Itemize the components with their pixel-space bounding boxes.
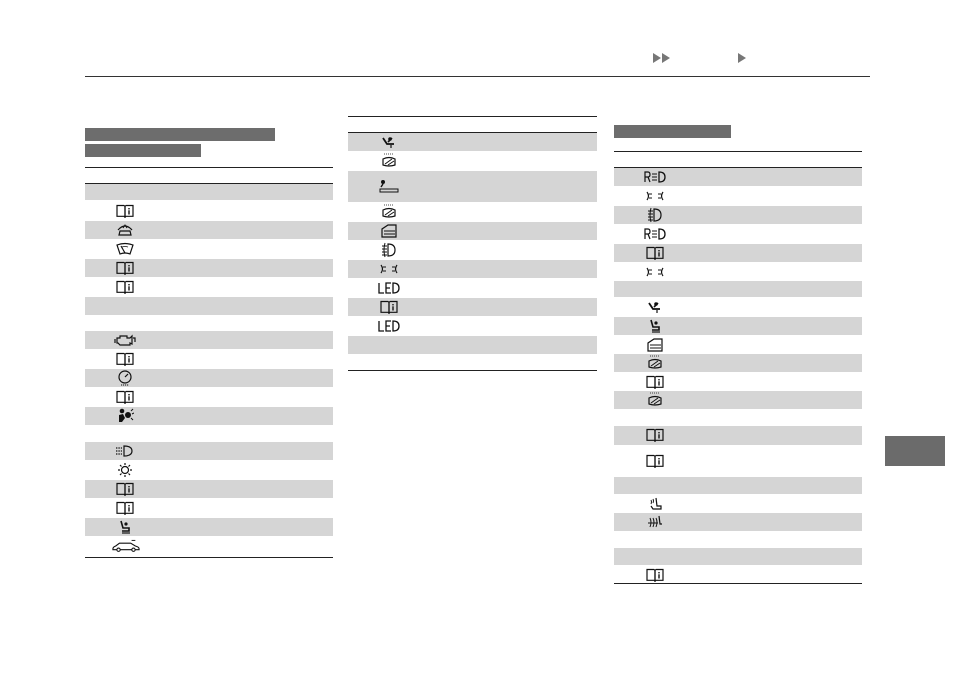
- manual-info-icon[interactable]: [646, 426, 664, 444]
- table-row: [85, 518, 333, 536]
- door-icon: [646, 336, 664, 354]
- table-row: [85, 537, 333, 555]
- table-top-rule: [85, 167, 333, 168]
- table-row: [348, 203, 597, 221]
- table-row: [614, 548, 862, 565]
- table-row: [85, 240, 333, 258]
- section-title-bar: [85, 128, 275, 141]
- table-row: [85, 369, 333, 387]
- table-row: [348, 298, 597, 316]
- table-row: [85, 315, 333, 331]
- table-row: [85, 350, 333, 368]
- table-row: [614, 225, 862, 243]
- table-row: [614, 446, 862, 476]
- speedometer-icon: [116, 369, 134, 387]
- rear-fog-light-icon: [644, 168, 666, 186]
- key-icon: [378, 177, 400, 195]
- fog-light-icon: [381, 241, 397, 259]
- manual-info-icon[interactable]: [646, 452, 664, 470]
- table-row: [614, 410, 862, 426]
- seat-position-icon: [117, 518, 133, 536]
- table-row: [614, 281, 862, 297]
- seat-position-icon: [647, 317, 663, 335]
- position-light-icon: [644, 263, 666, 281]
- table-row: [85, 461, 333, 479]
- section-title-bar: [614, 125, 731, 138]
- manual-info-icon[interactable]: [116, 350, 134, 368]
- fog-light-icon: [647, 206, 663, 224]
- position-light-icon: [378, 260, 400, 278]
- table-row: [614, 336, 862, 354]
- manual-info-icon[interactable]: [646, 373, 664, 391]
- table-row: [614, 426, 862, 445]
- table-row: [614, 298, 862, 316]
- table-row: [614, 477, 862, 494]
- table-row: [85, 331, 333, 349]
- table-row: [614, 187, 862, 205]
- mirror-icon: [381, 203, 397, 221]
- manual-info-icon[interactable]: [646, 566, 664, 584]
- table-row: [614, 391, 862, 409]
- table-row: [85, 278, 333, 296]
- table-bottom-rule: [614, 583, 862, 584]
- table-row: [348, 279, 597, 297]
- table-row: [85, 184, 333, 200]
- table-row: [85, 426, 333, 442]
- table-row: [614, 244, 862, 262]
- table-row: [85, 480, 333, 498]
- manual-info-icon[interactable]: [116, 259, 134, 277]
- table-row: [348, 171, 597, 202]
- manual-info-icon[interactable]: [116, 278, 134, 296]
- settings-table: [614, 168, 862, 584]
- interior-light-icon: [117, 461, 133, 479]
- table-bottom-rule: [85, 557, 333, 558]
- table-row: [348, 317, 597, 335]
- position-light-icon: [644, 187, 666, 205]
- table-row: [85, 499, 333, 517]
- table-row: [85, 297, 333, 315]
- settings-table: [85, 184, 333, 557]
- manual-info-icon[interactable]: [646, 244, 664, 262]
- manual-info-icon[interactable]: [116, 480, 134, 498]
- table-top-rule: [348, 116, 597, 117]
- table-row: [348, 336, 597, 354]
- table-row: [614, 263, 862, 281]
- table-row: [348, 222, 597, 240]
- table-row: [85, 202, 333, 220]
- table-row: [614, 206, 862, 224]
- auto-headlight-icon: [114, 442, 136, 460]
- table-row: [614, 373, 862, 391]
- table-row: [614, 566, 862, 584]
- table-row: [85, 259, 333, 277]
- manual-info-icon[interactable]: [116, 388, 134, 406]
- section-title-bar: [85, 144, 201, 157]
- seat-recline-icon: [381, 133, 397, 151]
- table-top-rule: [614, 151, 862, 152]
- table-row: [85, 221, 333, 239]
- arrow-right-icon: [738, 53, 746, 65]
- table-row: [614, 495, 862, 513]
- table-bottom-rule: [348, 370, 597, 371]
- manual-info-icon[interactable]: [380, 298, 398, 316]
- manual-info-icon[interactable]: [116, 499, 134, 517]
- table-row: [614, 532, 862, 548]
- table-row: [85, 442, 333, 460]
- led-light-icon: [378, 317, 400, 335]
- door-icon: [380, 222, 398, 240]
- table-row: [348, 133, 597, 151]
- washer-fluid-icon: [116, 221, 134, 239]
- car-lock-icon: [112, 537, 140, 555]
- manual-info-icon[interactable]: [116, 202, 134, 220]
- table-row: [85, 388, 333, 406]
- seat-recline-icon: [647, 298, 663, 316]
- led-light-icon: [378, 279, 400, 297]
- double-arrow-right-icon: [653, 53, 670, 65]
- mirror-icon: [647, 354, 663, 372]
- header-rule: [85, 76, 870, 77]
- table-row: [614, 513, 862, 531]
- airbag-icon: [116, 407, 134, 425]
- table-row: [614, 317, 862, 335]
- table-row: [348, 241, 597, 259]
- table-row: [348, 152, 597, 170]
- mirror-icon: [381, 152, 397, 170]
- section-tab[interactable]: [885, 436, 945, 466]
- table-row: [348, 260, 597, 278]
- wiper-icon: [116, 240, 134, 258]
- engine-icon: [114, 331, 136, 349]
- settings-table: [348, 133, 597, 371]
- seat-heater-high-icon: [647, 513, 663, 531]
- seat-heater-icon: [647, 495, 663, 513]
- mirror-icon: [647, 391, 663, 409]
- table-row: [614, 168, 862, 186]
- table-row: [85, 407, 333, 425]
- rear-fog-light-icon: [644, 225, 666, 243]
- table-row: [614, 354, 862, 372]
